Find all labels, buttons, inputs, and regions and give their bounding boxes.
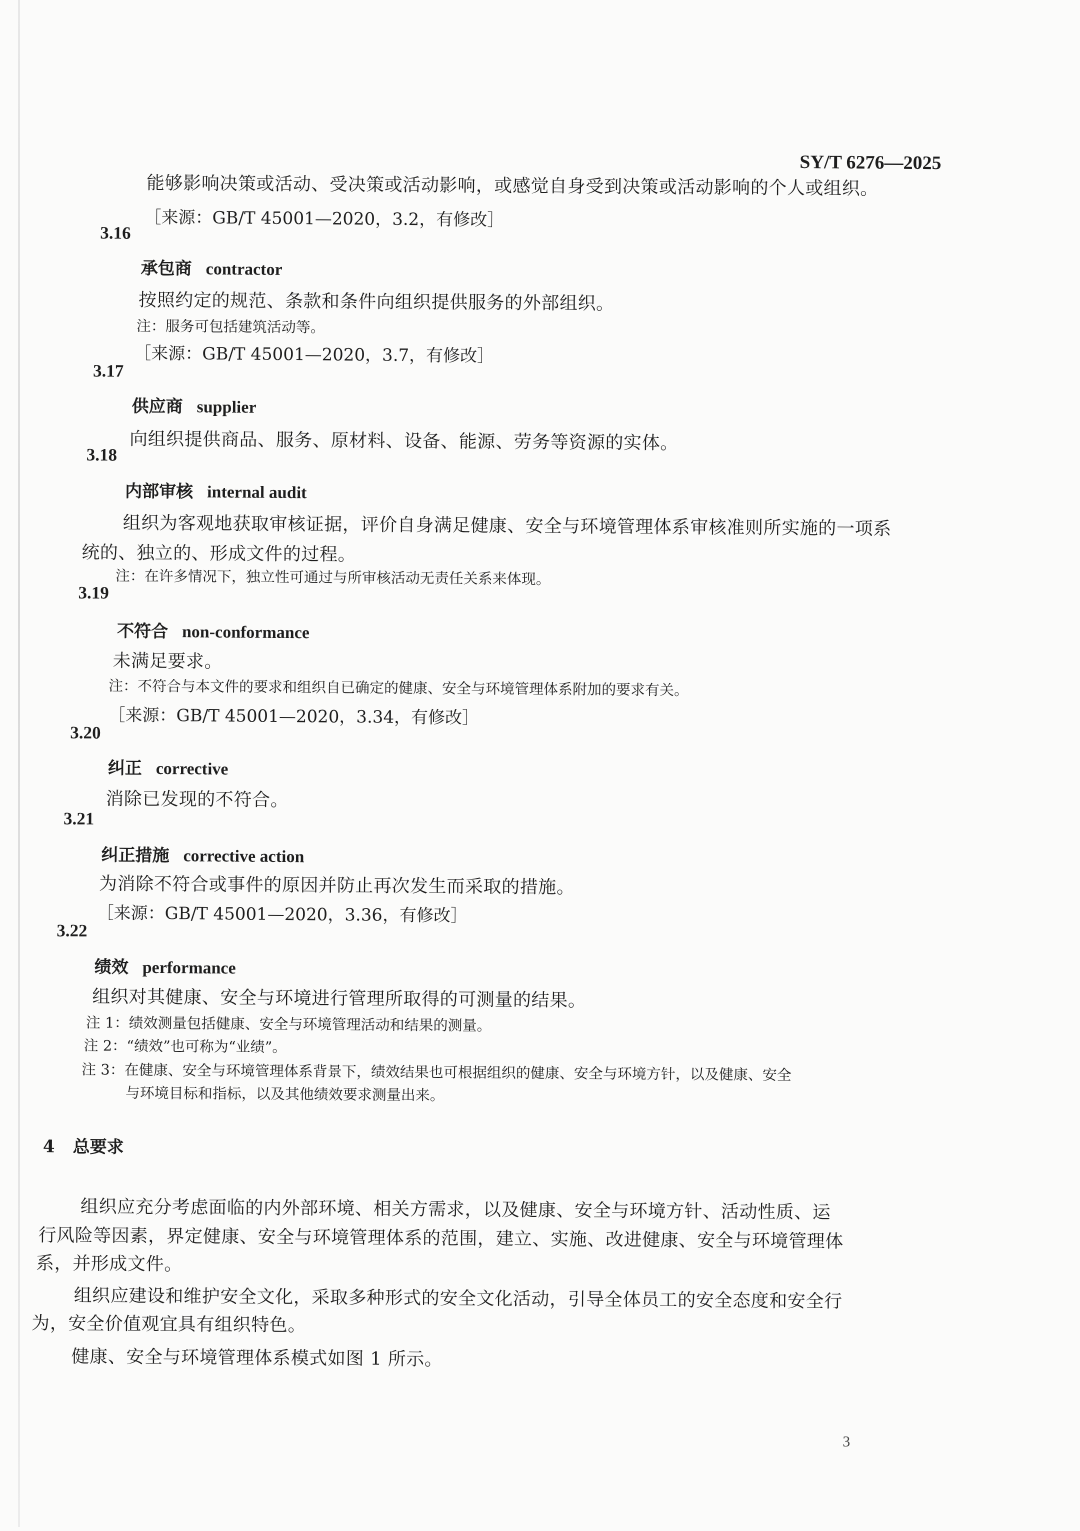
term-heading-corrective-action xyxy=(101,841,304,868)
term-source: ［来源：GB/T 45001—2020，3.7，有修改］ xyxy=(134,343,495,367)
term-definition: 未满足要求。 xyxy=(112,650,223,673)
term-cn: 内部审核 xyxy=(125,481,194,503)
term-heading-performance xyxy=(94,953,236,979)
section-paragraph-2-line2: 为，安全价值观宜具有组织特色。 xyxy=(31,1313,307,1337)
term-heading-non-conformance xyxy=(117,617,310,644)
section-paragraph-1-line3: 系，并形成文件。 xyxy=(35,1253,183,1276)
term-heading-internal-audit xyxy=(125,477,307,503)
term-en: internal audit xyxy=(207,482,307,503)
term-definition: 组织对其健康、安全与环境进行管理所取得的可测量的结果。 xyxy=(92,986,587,1012)
term-en: corrective xyxy=(155,758,229,779)
term-cn: 纠正 xyxy=(107,758,142,779)
term-definition: 消除已发现的不符合。 xyxy=(105,788,289,812)
clause-number-3-16: 3.16 xyxy=(100,222,131,243)
term-note-3-line2: 与环境目标和指标，以及其他绩效要求测量出来。 xyxy=(125,1085,445,1105)
term-note-2: 注 2：“绩效”也可称为“业绩”。 xyxy=(83,1038,287,1057)
term-cn: 绩效 xyxy=(94,957,129,978)
term-en: performance xyxy=(142,957,236,978)
term-cn: 纠正措施 xyxy=(101,845,170,867)
standard-code: SY/T 6276—2025 xyxy=(799,152,942,175)
section-paragraph-1-line2: 行风险等因素，界定健康、安全与环境管理体系的范围，建立、实施、改进健康、安全与环境管理体 xyxy=(38,1225,844,1253)
clause-number-3-21: 3.21 xyxy=(63,808,95,829)
term-definition: 向组织提供商品、服务、原材料、设备、能源、劳务等资源的实体。 xyxy=(129,428,679,455)
term-cn: 承包商 xyxy=(140,258,192,280)
clause-number-3-18: 3.18 xyxy=(86,444,118,465)
section-paragraph-2-line1: 组织应建设和维护安全文化，采取多种形式的安全文化活动，引导全体员工的安全态度和安全行 xyxy=(73,1285,843,1313)
term-note-3-line1: 注 3：在健康、安全与环境管理体系背景下，绩效结果也可根据组织的健康、安全与环境方针，以及健康、安全 xyxy=(81,1062,792,1084)
term-heading-supplier xyxy=(132,392,257,418)
term-note: 注：不符合与本文件的要求和组织自已确定的健康、安全与环境管理体系附加的要求有关。 xyxy=(108,678,689,700)
section-heading xyxy=(43,1132,124,1158)
clause-number-3-17: 3.17 xyxy=(92,360,124,381)
term-definition-line2: 统的、独立的、形成文件的过程。 xyxy=(81,542,357,566)
prev-clause-definition: 能够影响决策或活动、受决策或活动影响，或感觉自身受到决策或活动影响的个人或组织。 xyxy=(146,172,879,200)
term-en: corrective action xyxy=(183,846,305,867)
term-note: 注：在许多情况下，独立性可通过与所审核活动无责任关系来体现。 xyxy=(115,568,551,589)
term-definition: 为消除不符合或事件的原因并防止再次发生而采取的措施。 xyxy=(98,873,575,899)
section-paragraph-3: 健康、安全与环境管理体系模式如图 1 所示。 xyxy=(71,1346,443,1371)
clause-number-3-22: 3.22 xyxy=(56,920,88,941)
term-cn: 供应商 xyxy=(131,396,183,418)
prev-clause-source: ［来源：GB/T 45001—2020，3.2，有修改］ xyxy=(144,207,505,231)
section-title: 总要求 xyxy=(72,1137,124,1158)
term-source: ［来源：GB/T 45001—2020，3.36，有修改］ xyxy=(96,903,468,927)
clause-number-3-19: 3.19 xyxy=(78,582,110,603)
term-heading-contractor xyxy=(141,254,283,280)
section-paragraph-1-line1: 组织应充分考虑面临的内外部环境、相关方需求，以及健康、安全与环境方针、活动性质、运 xyxy=(80,1196,831,1224)
term-definition-line1: 组织为客观地获取审核证据，评价自身满足健康、安全与环境管理体系审核准则所实施的一项系 xyxy=(122,512,892,540)
term-source: ［来源：GB/T 45001—2020，3.34，有修改］ xyxy=(108,705,480,729)
term-definition: 按照约定的规范、条款和条件向组织提供服务的外部组织。 xyxy=(138,289,615,315)
page-number: 3 xyxy=(842,1434,851,1451)
term-note: 注：服务可包括建筑活动等。 xyxy=(136,318,325,337)
term-note-1: 注 1：绩效测量包括健康、安全与环境管理活动和结果的测量。 xyxy=(85,1015,492,1035)
term-en: supplier xyxy=(196,397,257,417)
term-heading-corrective xyxy=(108,754,229,780)
term-cn: 不符合 xyxy=(116,621,169,643)
clause-number-3-20: 3.20 xyxy=(70,722,101,743)
term-en: contractor xyxy=(205,259,283,279)
section-number: 4 xyxy=(42,1137,55,1158)
term-en: non-conformance xyxy=(181,622,310,643)
